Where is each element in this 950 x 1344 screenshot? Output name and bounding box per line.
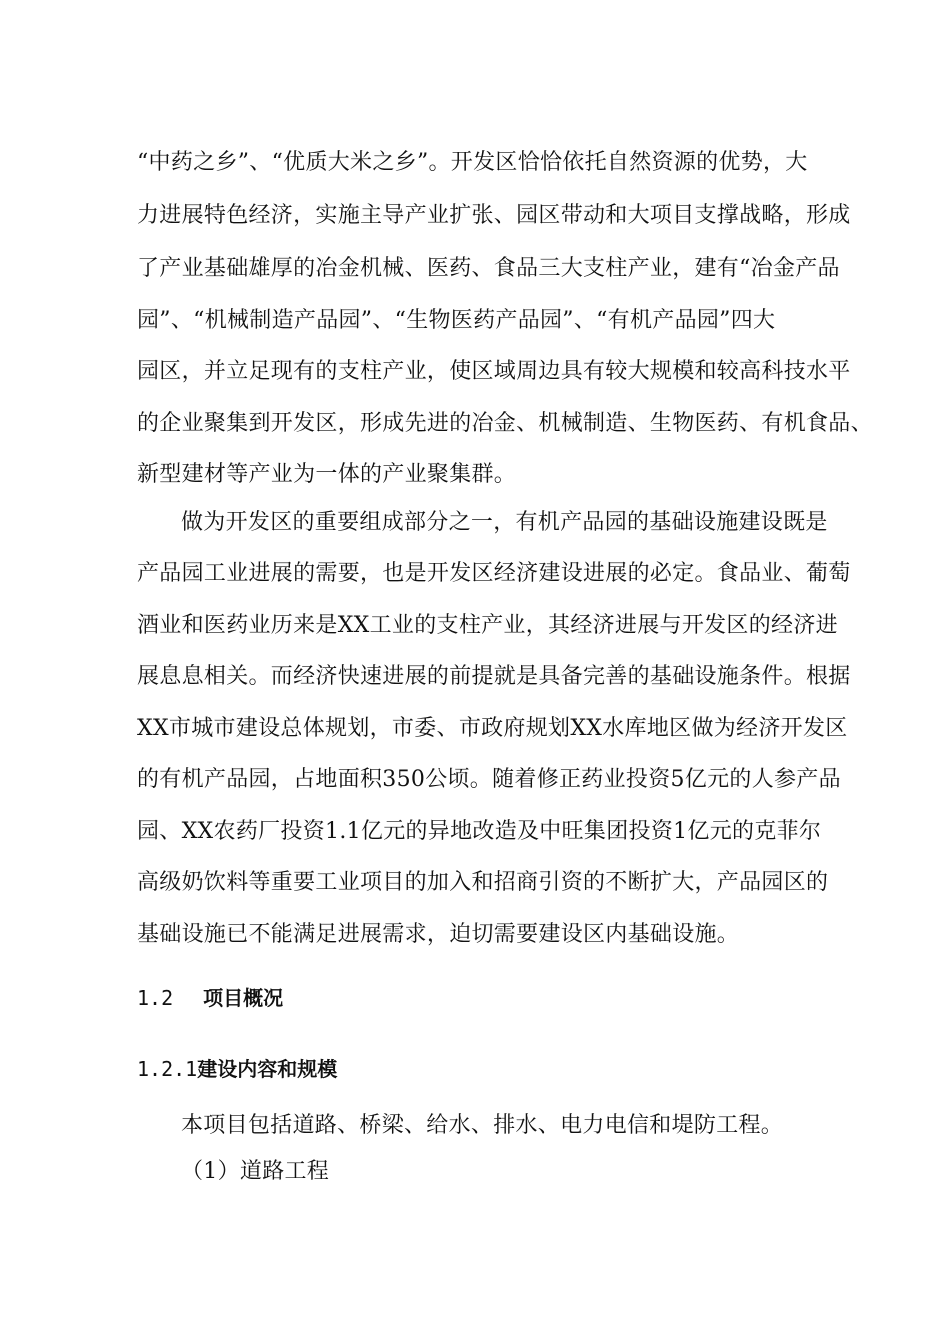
paragraph-line: 基础设施已不能满足进展需求，迫切需要建设区内基础设施。 xyxy=(137,922,740,947)
paragraph-line: 产品园工业进展的需要，也是开发区经济建设进展的必定。食品业、葡萄 xyxy=(137,561,851,586)
paragraph-line: 园区，并立足现有的支柱产业，使区域周边具有较大规模和较高科技水平 xyxy=(137,359,851,384)
section-title: 项目概况 xyxy=(203,986,284,1010)
section-number: 1.2.1 xyxy=(137,1057,198,1081)
paragraph-line: 高级奶饮料等重要工业项目的加入和招商引资的不断扩大，产品园区的 xyxy=(137,870,829,895)
paragraph-line: 的有机产品园，占地面积350公顷。随着修正药业投资5亿元的人参产品 xyxy=(137,767,841,792)
paragraph-line: 做为开发区的重要组成部分之一，有机产品园的基础设施建设既是 xyxy=(181,510,828,535)
paragraph-3: 本项目包括道路、桥梁、给水、排水、电力电信和堤防工程。 xyxy=(181,1113,784,1138)
paragraph-line: 力进展特色经济，实施主导产业扩张、园区带动和大项目支撑战略，形成 xyxy=(137,203,851,228)
section-number: 1.2 xyxy=(137,986,174,1010)
paragraph-line: 酒业和医药业历来是XX工业的支柱产业，其经济进展与开发区的经济进 xyxy=(137,613,838,638)
paragraph-line: “中药之乡”、“优质大米之乡”。开发区恰恰依托自然资源的优势，大 xyxy=(137,150,808,175)
section-heading-1-2 xyxy=(137,983,283,1013)
paragraph-line: XX市城市建设总体规划，市委、市政府规划XX水库地区做为经济开发区 xyxy=(137,716,848,741)
paragraph-line: 园、XX农药厂投资1.1亿元的异地改造及中旺集团投资1亿元的克菲尔 xyxy=(137,819,822,844)
paragraph-line: 展息息相关。而经济快速进展的前提就是具备完善的基础设施条件。根据 xyxy=(137,664,851,689)
section-title: 建设内容和规模 xyxy=(197,1057,338,1081)
list-item-road-works: （1）道路工程 xyxy=(181,1159,330,1184)
section-heading-1-2-1 xyxy=(137,1054,337,1084)
paragraph-line: 园”、“机械制造产品园”、“生物医药产品园”、“有机产品园”四大 xyxy=(137,308,776,333)
paragraph-line: 了产业基础雄厚的冶金机械、医药、食品三大支柱产业，建有“冶金产品 xyxy=(137,256,840,281)
paragraph-line: 的企业聚集到开发区，形成先进的冶金、机械制造、生物医药、有机食品、 xyxy=(137,411,873,436)
paragraph-line: 新型建材等产业为一体的产业聚集群。 xyxy=(137,462,517,487)
